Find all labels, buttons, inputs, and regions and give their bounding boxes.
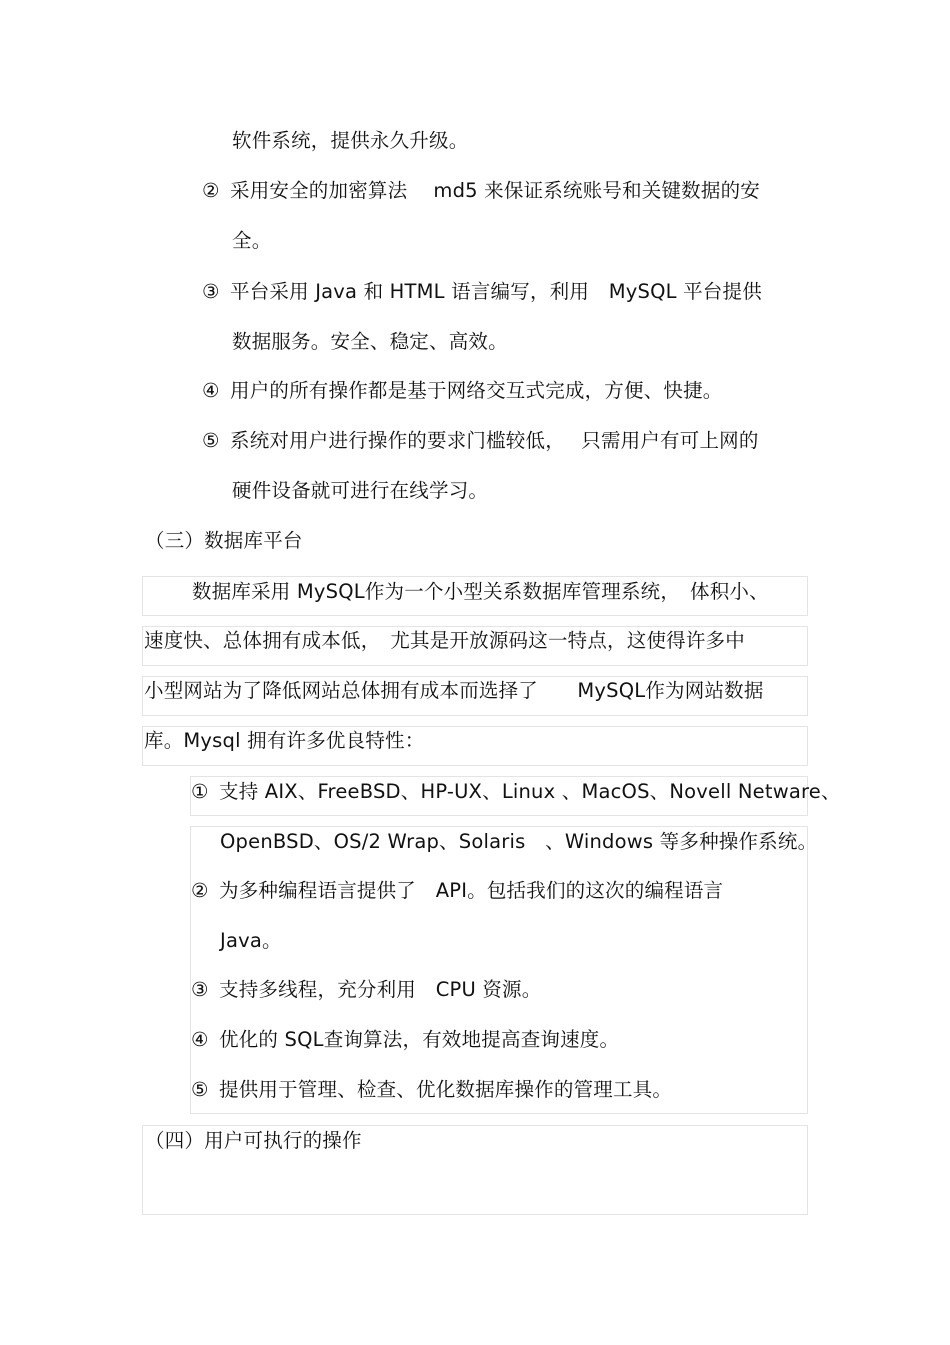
list-text: 系统对用户进行操作的要求门槛较低， 只需用户有可上网的: [230, 429, 759, 452]
paragraph-line-1: 数据库采用 MySQL作为一个小型关系数据库管理系统， 体积小、: [192, 580, 769, 603]
list-item-5: [202, 427, 759, 455]
feature-item-4: [191, 1026, 619, 1054]
list-text: 采用安全的加密算法 md5 来保证系统账号和关键数据的安: [230, 179, 760, 202]
list-number: ⑤: [191, 1078, 209, 1101]
list-text: 为多种编程语言提供了 API。包括我们的这次的编程语言: [219, 879, 724, 902]
list-number: ①: [191, 780, 209, 803]
list-text: 支持 AIX、FreeBSD、HP-UX、Linux 、MacOS、Novell Netware、: [219, 780, 841, 803]
section3-heading: （三）数据库平台: [145, 529, 303, 552]
list-text: 用户的所有操作都是基于网络交互式完成，方便、快捷。: [230, 379, 723, 402]
feature-item-1-continuation: OpenBSD、OS/2 Wrap、Solaris 、Windows 等多种操作系统。: [220, 830, 818, 853]
feature-item-2: [191, 877, 723, 905]
section4-heading: （四）用户可执行的操作: [145, 1129, 362, 1152]
list-number: ⑤: [202, 429, 220, 452]
list-item-1-continuation: 软件系统，提供永久升级。: [232, 129, 469, 152]
feature-item-2-continuation: Java。: [220, 929, 282, 952]
list-text: 平台采用 Java 和 HTML 语言编写，利用 MySQL 平台提供: [230, 280, 762, 303]
list-number: ④: [191, 1028, 209, 1051]
feature-border-2: [190, 826, 808, 1114]
list-item-3: [202, 278, 762, 306]
list-text: 提供用于管理、检查、优化数据库操作的管理工具。: [219, 1078, 673, 1101]
paragraph-line-2: 速度快、总体拥有成本低， 尤其是开放源码这一特点，这使得许多中: [144, 629, 745, 652]
list-item-4: [202, 377, 723, 405]
list-item-3-continuation: 数据服务。安全、稳定、高效。: [232, 330, 508, 353]
paragraph-line-4: 库。Mysql 拥有许多优良特性：: [144, 729, 425, 752]
list-number: ②: [202, 179, 220, 202]
list-number: ②: [191, 879, 209, 902]
list-item-2-continuation: 全。: [232, 229, 272, 252]
list-item-5-continuation: 硬件设备就可进行在线学习。: [232, 479, 489, 502]
list-number: ③: [202, 280, 220, 303]
list-text: 优化的 SQL查询算法，有效地提高查询速度。: [219, 1028, 620, 1051]
list-text: 支持多线程，充分利用 CPU 资源。: [219, 978, 542, 1001]
list-number: ④: [202, 379, 220, 402]
list-number: ③: [191, 978, 209, 1001]
list-item-2: [202, 177, 760, 205]
feature-item-3: [191, 976, 541, 1004]
paragraph-line-3: 小型网站为了降低网站总体拥有成本而选择了 MySQL作为网站数据: [144, 679, 764, 702]
feature-item-1: [191, 778, 841, 806]
feature-item-5: [191, 1076, 672, 1104]
